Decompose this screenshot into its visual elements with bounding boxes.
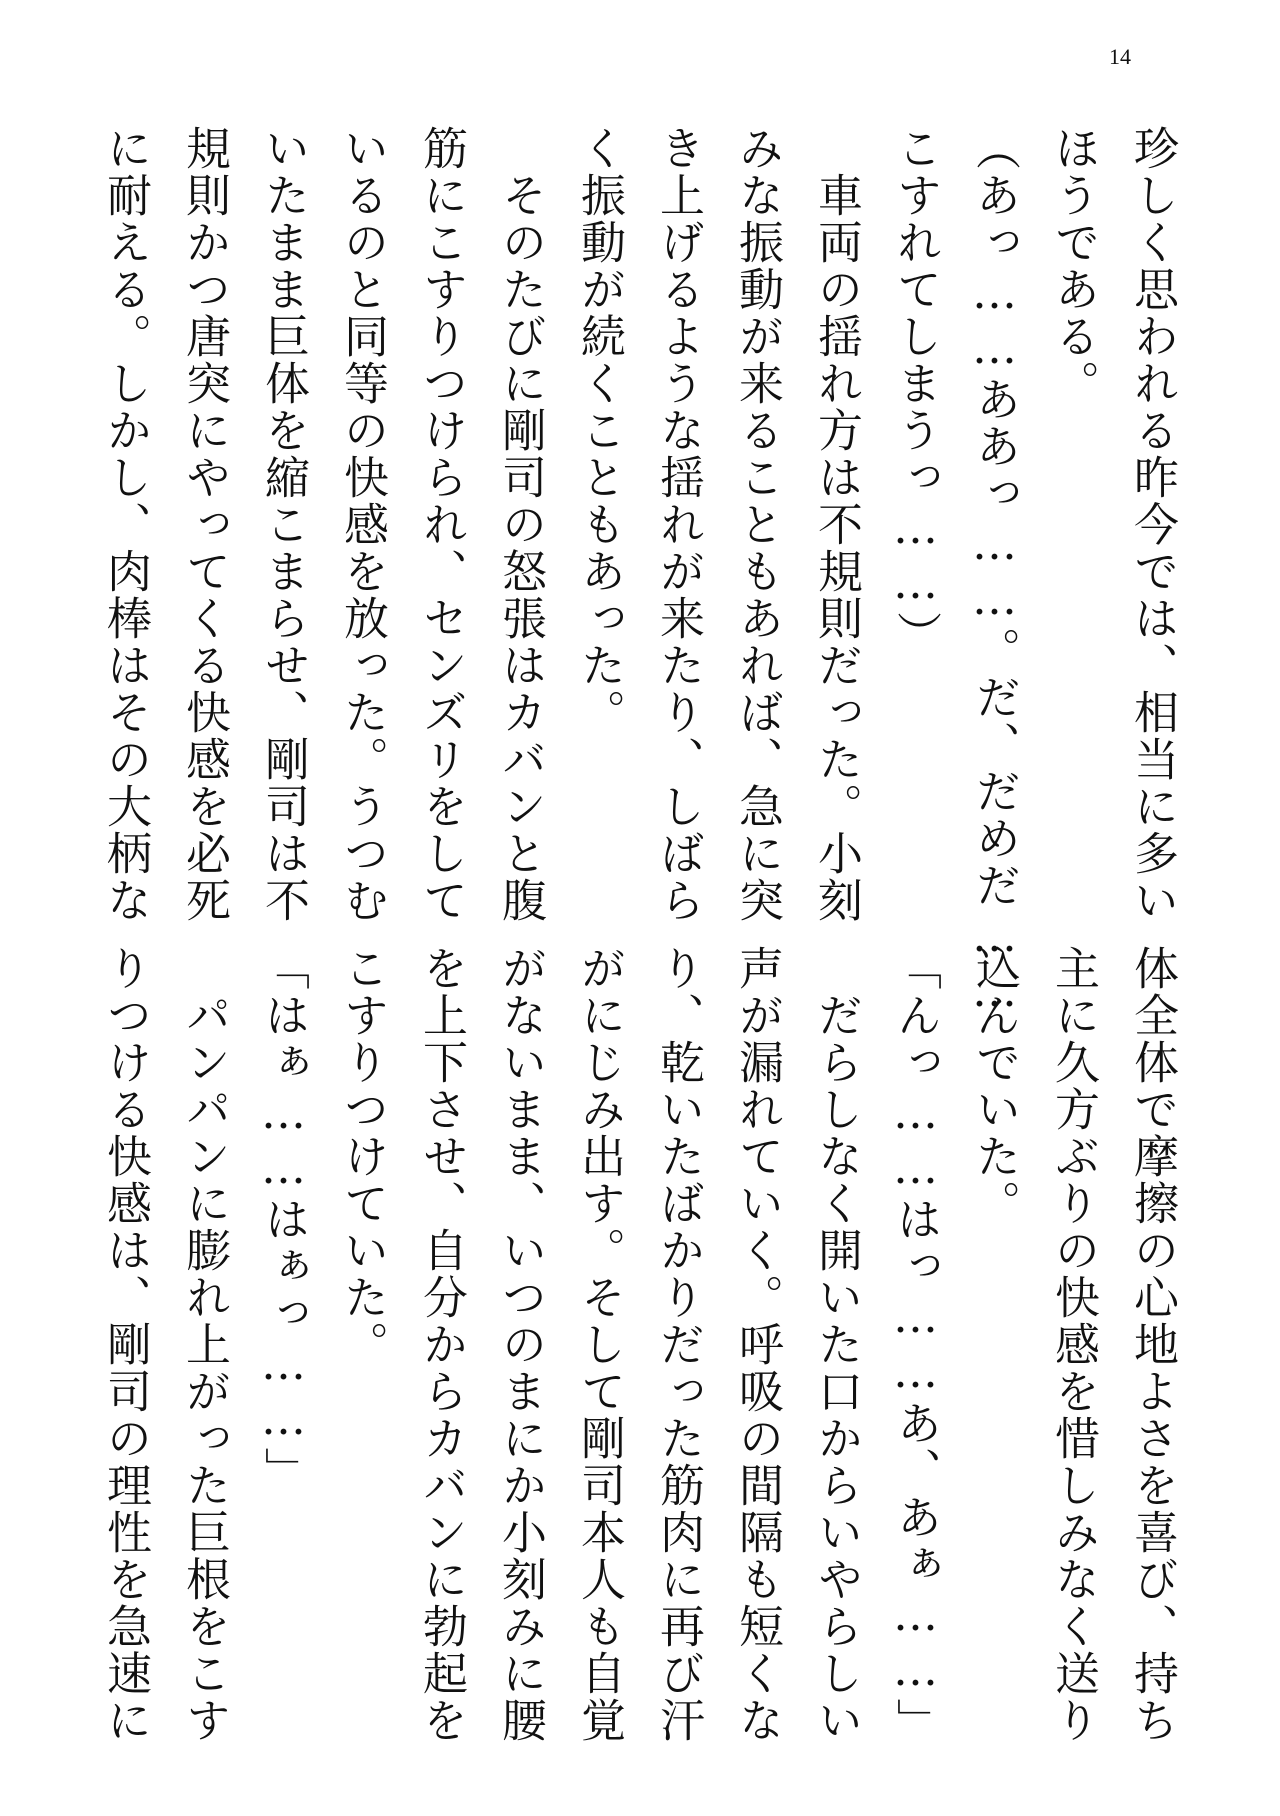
text-line: き上げるような揺れが来たり、しばら bbox=[652, 125, 705, 924]
page-number: 14 bbox=[1109, 44, 1131, 69]
text-line: 筋にこすりつけられ、センズリをして bbox=[415, 125, 468, 924]
text-line: 珍しく思われる昨今では、相当に多い bbox=[1126, 125, 1179, 924]
text-line: だらしなく開いた口からいやらしい bbox=[810, 945, 863, 1744]
text-line: りつける快感は、剛司の理性を急速に bbox=[99, 945, 152, 1744]
text-line: いたまま巨体を縮こまらせ、剛司は不 bbox=[257, 125, 310, 924]
text-block-bottom bbox=[86, 945, 1192, 1745]
text-line: ほうである。 bbox=[1047, 125, 1100, 407]
text-line: 込んでいた。 bbox=[968, 945, 1021, 1227]
text-line: こすれてしまうっ……） bbox=[889, 125, 942, 658]
text-line: 「んっ……はっ……あ、あぁ……」 bbox=[889, 945, 942, 1745]
text-line: がにじみ出す。そして剛司本人も自覚 bbox=[573, 945, 626, 1744]
text-line: く振動が続くこともあった。 bbox=[573, 125, 626, 736]
text-line: こすりつけていた。 bbox=[336, 945, 389, 1368]
text-line: 主に久方ぶりの快感を惜しみなく送り bbox=[1047, 945, 1100, 1744]
text-line: みな振動が来ることもあれば、急に突 bbox=[731, 125, 784, 924]
text-line: を上下させ、自分からカバンに勃起を bbox=[415, 945, 468, 1744]
text-line: （あっ……ああっ……。だ、だめだ…… bbox=[968, 125, 1021, 1019]
text-line: 車両の揺れ方は不規則だった。小刻 bbox=[810, 125, 863, 924]
text-line: 規則かつ唐突にやってくる快感を必死 bbox=[178, 125, 231, 924]
text-line: に耐える。しかし、肉棒はその大柄な bbox=[99, 125, 152, 924]
text-line: がないまま、いつのまにか小刻みに腰 bbox=[494, 945, 547, 1744]
text-line: パンパンに膨れ上がった巨根をこす bbox=[178, 945, 231, 1744]
text-line: 「はぁ……はぁっ……」 bbox=[257, 945, 310, 1494]
text-line: 声が漏れていく。呼吸の間隔も短くな bbox=[731, 945, 784, 1744]
text-line: 体全体で摩擦の心地よさを喜び、持ち bbox=[1126, 945, 1179, 1744]
text-block-top bbox=[86, 125, 1192, 1019]
text-line: そのたびに剛司の怒張はカバンと腹 bbox=[494, 125, 547, 924]
text-line: り、乾いたばかりだった筋肉に再び汗 bbox=[652, 945, 705, 1744]
text-line: いるのと同等の快感を放った。うつむ bbox=[336, 125, 389, 924]
